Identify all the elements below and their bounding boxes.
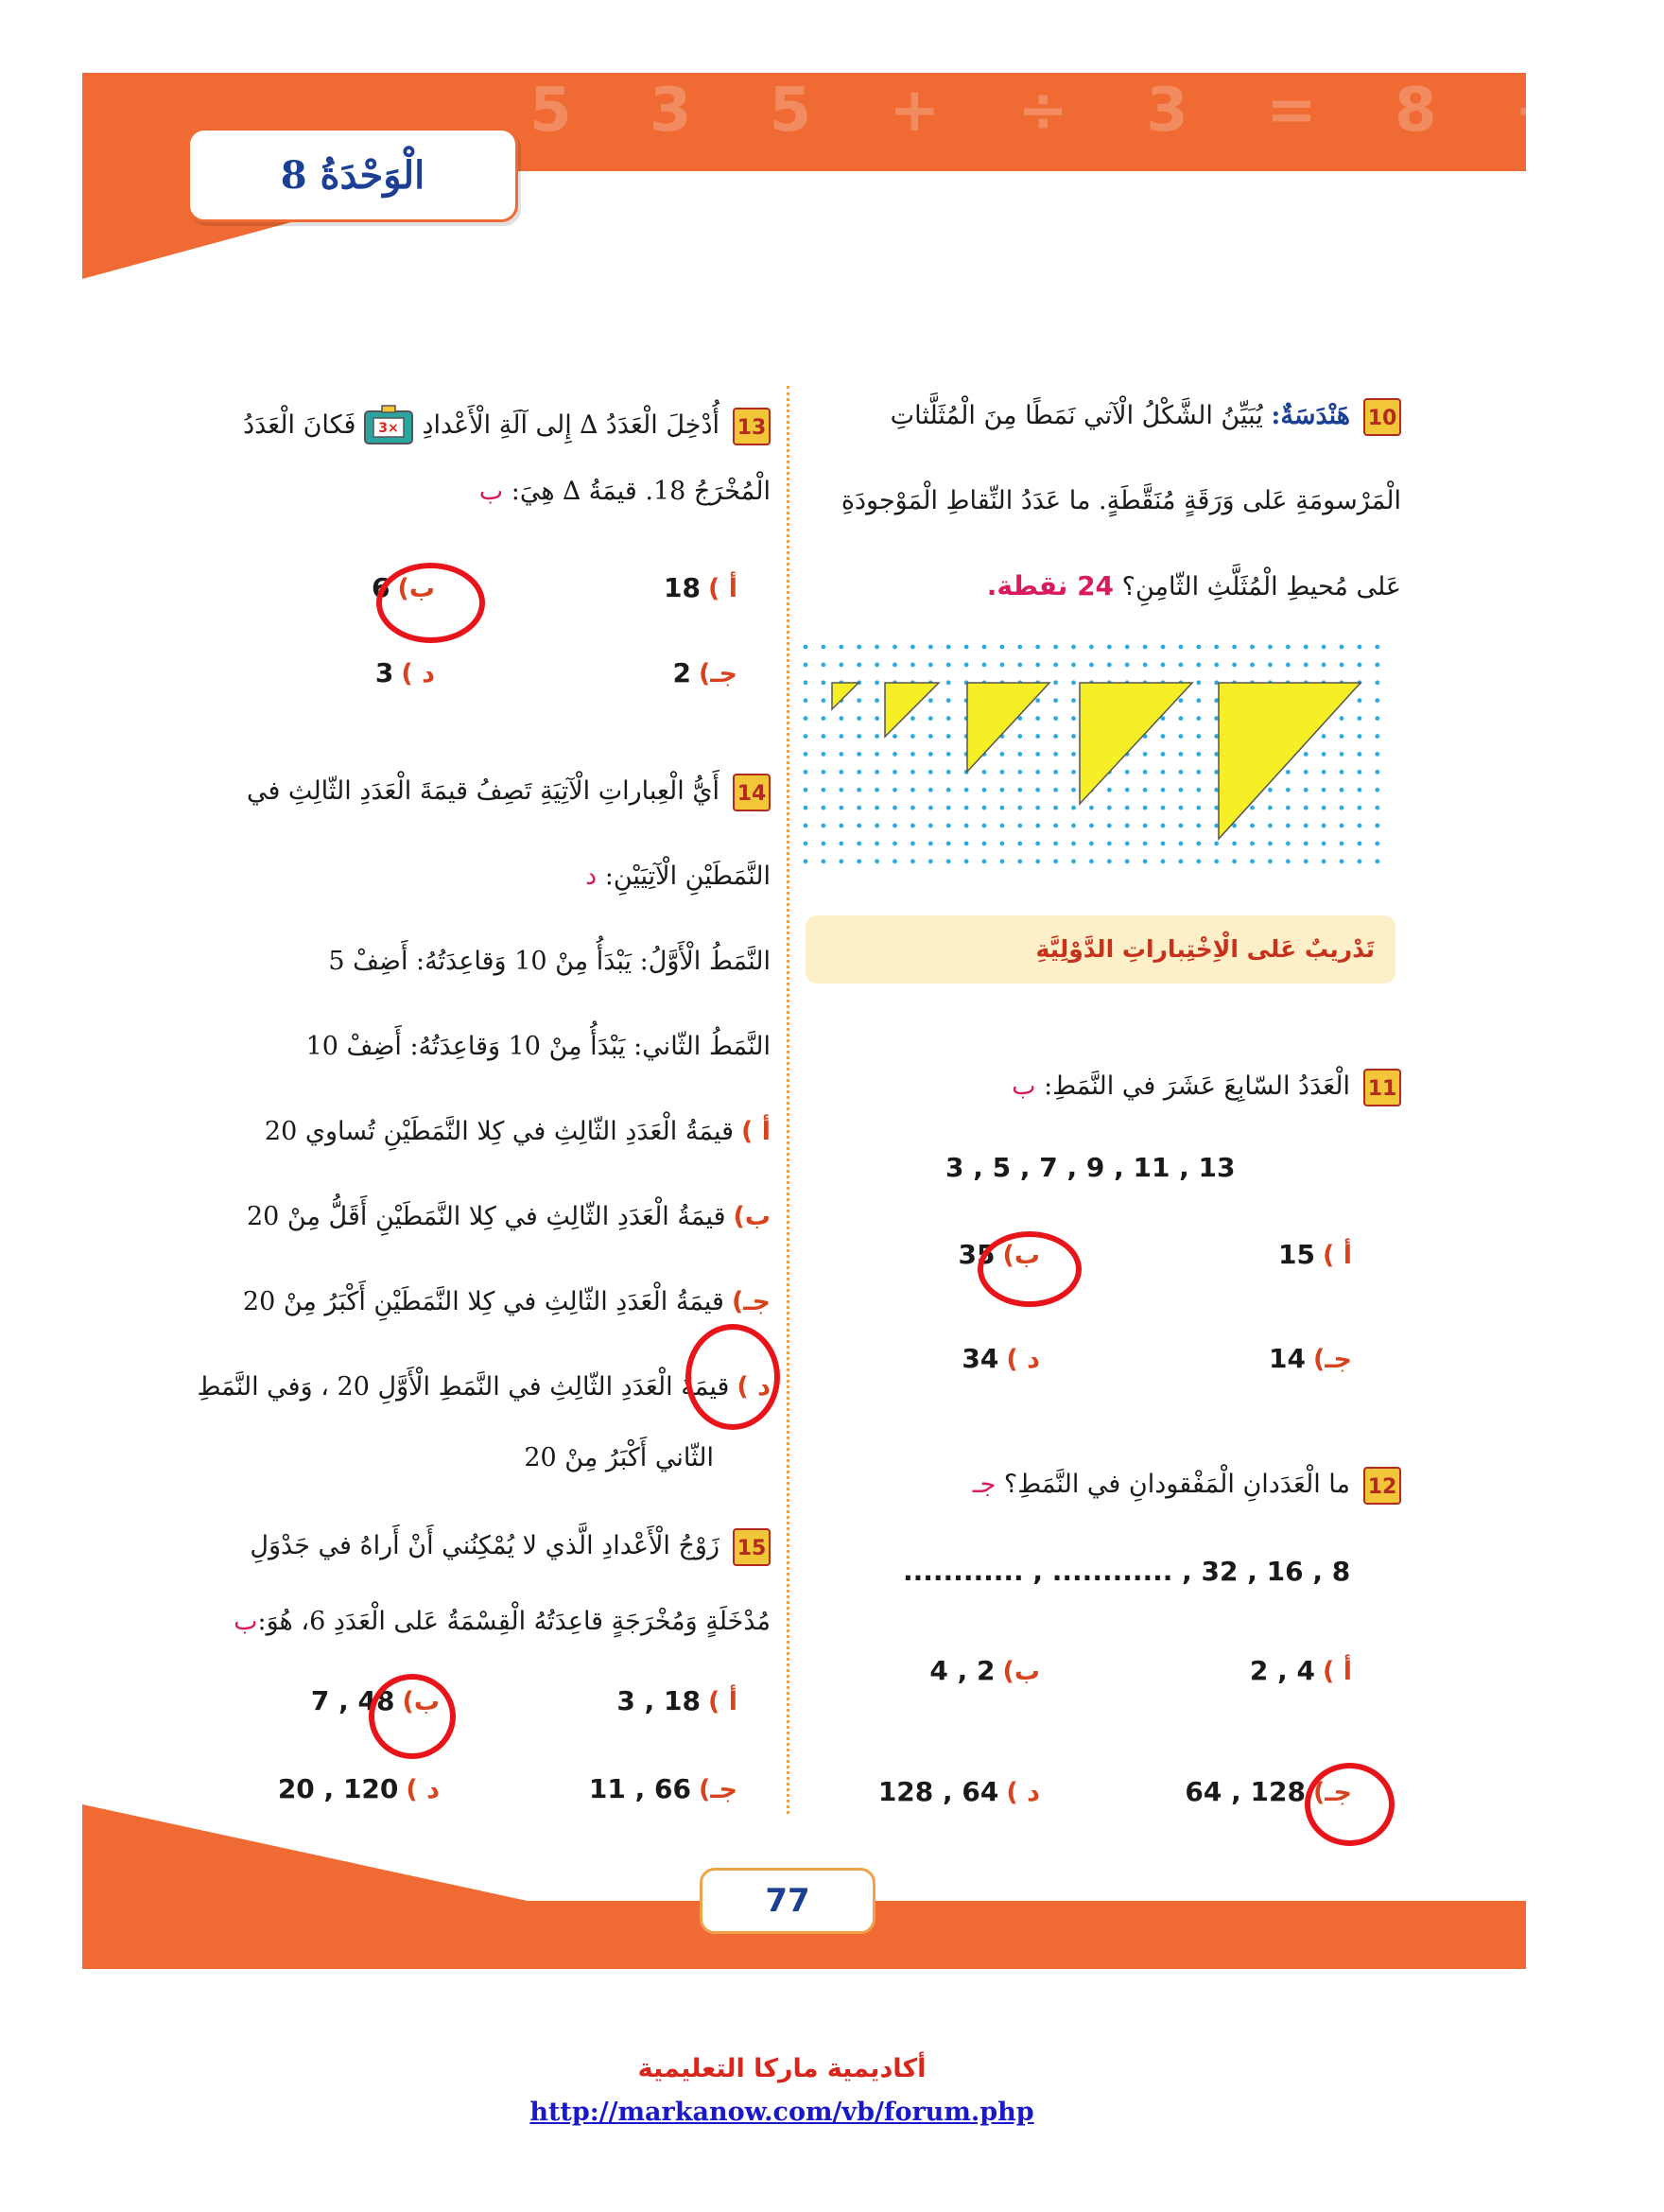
pattern-1: النَّمَطُ الْأَوَّلُ: يَبْدَأُ مِنْ 10 وَقاعِدَتُهُ: أَضِفْ 5 (328, 947, 771, 976)
option-d (851, 1776, 1040, 1807)
answer-text: جـ (972, 1470, 997, 1499)
option-text: قيمَةُ الْعَدَدِ الثّالِثِ في النَّمَطِ الْأَوَّلِ 20 ، وَفي النَّمَطِ (197, 1372, 730, 1402)
question-text: عَلى مُحيطِ الْمُثَلَّثِ الثّامِنِ؟ (1121, 572, 1401, 601)
question-text: الْعَدَدُ السّابِعَ عَشَرَ في النَّمَطِ: (1044, 1071, 1350, 1101)
question-14 (175, 749, 771, 1487)
option-a (1210, 1239, 1352, 1270)
answer-circle (685, 1324, 780, 1430)
column-divider (787, 386, 789, 1814)
option-text: الثّاني أَكْبَرُ مِنْ 20 (524, 1443, 714, 1472)
option-value: 15 (1278, 1239, 1315, 1270)
option-d (898, 1343, 1040, 1374)
answer-text: د (585, 862, 598, 891)
sequence-text: 8 , 16 , 32 , ............ , ............ (903, 1556, 1351, 1587)
option-d (284, 657, 435, 688)
answer-text: ب (1012, 1071, 1036, 1101)
option-b (889, 1655, 1040, 1686)
option-c (548, 1773, 737, 1804)
option-a (586, 572, 737, 603)
question-13 (180, 392, 771, 525)
answer-text: ب (478, 477, 504, 506)
option-letter: د ) (406, 1775, 440, 1804)
number-sequence: 3 , 5 , 7 , 9 , 11 , 13 (945, 1152, 1236, 1183)
option-value: 6 (372, 572, 390, 603)
number-machine-icon (361, 406, 416, 447)
question-text: يُبَيِّنُ الشَّكْلُ الْآتي نَمَطًا مِنَ الْمُثَلَّثاتِ (890, 401, 1263, 430)
option-value: 14 (1269, 1343, 1306, 1374)
question-11 (806, 1044, 1401, 1129)
question-text: الْمُخْرَجُ 18. قيمَةُ ∆ هِيَ: (511, 477, 771, 506)
unit-title-box (187, 128, 518, 222)
option-letter: جـ) (1312, 1778, 1352, 1807)
option-value: 18 , 3 (616, 1685, 701, 1716)
question-text: زَوْجُ الْأَعْدادِ الَّذي لا يُمْكِنُني أَنْ أَراهُ في جَدْوَلِ (250, 1531, 719, 1560)
question-label: هَنْدَسَةٌ: (1271, 401, 1350, 430)
option-a (558, 1685, 737, 1716)
option-letter: جـ) (731, 1287, 771, 1316)
option-value: 2 (672, 657, 691, 688)
option-letter: ب) (402, 1687, 440, 1716)
option-text: قيمَةُ الْعَدَدِ الثّالِثِ في كِلا النَّمَطَيْنِ أَكْبَرُ مِنْ 20 (242, 1287, 724, 1316)
option-letter: أ ) (708, 1687, 737, 1716)
machine-label: ×3 (378, 420, 400, 436)
question-10 (806, 374, 1401, 630)
question-number: 14 (733, 774, 771, 811)
answer-circle (1305, 1763, 1395, 1846)
answer-circle (376, 563, 485, 643)
option-text: قيمَةُ الْعَدَدِ الثّالِثِ في كِلا النَّمَطَيْنِ تُساوي 20 (264, 1117, 734, 1146)
option-letter: جـ) (1312, 1345, 1352, 1374)
option-letter: أ ) (1323, 1657, 1352, 1686)
option-letter: د ) (1006, 1345, 1040, 1374)
option-d (227, 1773, 440, 1804)
option-value: 3 (374, 657, 394, 688)
option-letter: ب) (733, 1202, 771, 1231)
option-c (1210, 1343, 1352, 1374)
option-letter: ب) (1002, 1241, 1040, 1270)
question-number: 10 (1363, 398, 1401, 436)
option-value: 120 , 20 (277, 1773, 399, 1804)
triangle-pattern-figure (802, 643, 1392, 872)
answer-circle (978, 1231, 1082, 1307)
question-text: مُدْخَلَةٍ وَمُخْرَجَةٍ قاعِدَتُهُ الْقِسْمَةُ عَلى الْعَدَدِ 6، هُوَ: (257, 1607, 771, 1636)
unit-title: الْوَحْدَةُ 8 (280, 152, 425, 198)
option-c (586, 657, 737, 688)
option-value: 34 (962, 1343, 999, 1374)
option-value: 4 , 2 (1249, 1655, 1315, 1686)
option-value: 35 (958, 1239, 996, 1270)
header-decoration: 5 3 5 + ÷ 3 = 8 +6 (529, 76, 1664, 146)
option-value: 128 , 64 (1185, 1776, 1306, 1807)
option-letter: د ) (1006, 1778, 1040, 1807)
question-15 (180, 1508, 771, 1660)
credit-link[interactable]: http://markanow.com/vb/forum.php (529, 2098, 1034, 2127)
option-letter: ب) (397, 574, 435, 603)
number-sequence (903, 1556, 1350, 1587)
option-letter: أ ) (741, 1117, 771, 1146)
page-number: 77 (700, 1868, 875, 1934)
question-text: النَّمَطَيْنِ الْآتِيَيْنِ: (604, 862, 771, 891)
option-value: 2 , 4 (929, 1655, 996, 1686)
question-12 (806, 1442, 1401, 1527)
question-text: الْمَرْسومَةِ عَلى وَرَقَةٍ مُنَقَّطَةٍ. ما عَدَدُ النِّقاطِ الْمَوْجودَةِ (841, 486, 1401, 515)
question-number: 12 (1363, 1467, 1401, 1505)
option-letter: أ ) (1323, 1241, 1352, 1270)
credit-text: أكاديمية ماركا التعليمية (637, 2054, 927, 2083)
question-number: 11 (1363, 1069, 1401, 1106)
option-letter: د ) (737, 1372, 771, 1402)
question-number: 15 (733, 1528, 771, 1566)
option-letter: جـ) (698, 659, 737, 688)
section-banner: تَدْريبٌ عَلى الْاِخْتِباراتِ الدَّوْلِيَّةِ (806, 915, 1395, 984)
question-text: فَكانَ الْعَدَدُ (243, 410, 356, 440)
question-text: أَيُّ الْعِباراتِ الْآتِيَةِ تَصِفُ قيمَةَ الْعَدَدِ الثّالِثِ في (246, 776, 719, 806)
option-value: 64 , 128 (877, 1776, 999, 1807)
option-text: قيمَةُ الْعَدَدِ الثّالِثِ في كِلا النَّمَطَيْنِ أَقَلُّ مِنْ 20 (246, 1202, 726, 1231)
option-value: 66 , 11 (588, 1773, 691, 1804)
footer-swoosh (82, 1804, 536, 1903)
option-letter: أ ) (708, 574, 737, 603)
answer-circle (369, 1674, 456, 1759)
option-letter: د ) (401, 659, 435, 688)
option-letter: ب) (1002, 1657, 1040, 1686)
option-a (1201, 1655, 1352, 1686)
answer-text: 24 نقطة. (986, 570, 1115, 601)
option-value: 48 , 7 (310, 1685, 395, 1716)
question-number: 13 (733, 408, 771, 445)
option-value: 18 (664, 572, 701, 603)
question-text: أُدْخِلَ الْعَدَدُ ∆ إِلى آلَةِ الْأَعْدادِ (422, 410, 719, 440)
answer-text: ب (234, 1607, 258, 1636)
question-text: ما الْعَدَدانِ الْمَفْقودانِ في النَّمَطِ؟ (1003, 1470, 1350, 1499)
option-letter: جـ) (698, 1775, 737, 1804)
pattern-2: النَّمَطُ الثّاني: يَبْدَأُ مِنْ 10 وَقاعِدَتُهُ: أَضِفْ 10 (305, 1032, 771, 1061)
